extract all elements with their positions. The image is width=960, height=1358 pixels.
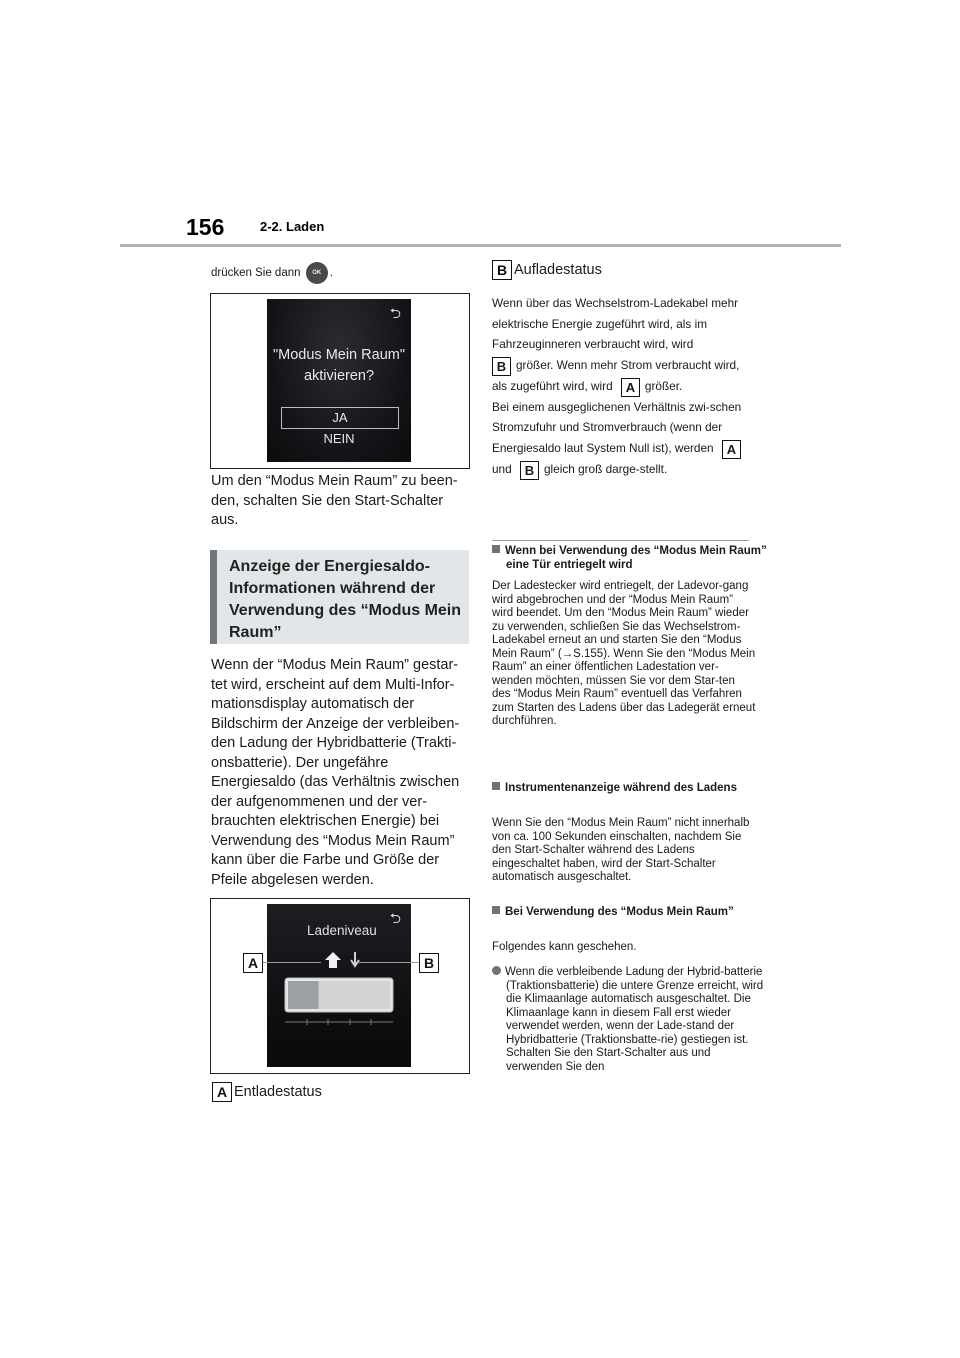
inline-label-b2: B <box>520 461 539 480</box>
paragraph-energy-balance: Wenn der “Modus Mein Raum” gestar-tet wird, erscheint auf dem Multi-Infor-mationsdisplay automatisch der Bildschirm der Anzeige der verbleiben-den Ladung der Hybridbatterie (Trakti-onsbatterie). Der ungefähre Energiesaldo (das Verhältnis zwischen der aufgenommenen und der ver-brauchten elektrischen Energie) bei Verwendung des “Modus Mein Raum” kann über die Farbe und Größe der Pfeile abgelesen werden. <box>211 657 460 888</box>
note-heading-instrument <box>492 782 768 796</box>
charge-desc-part3: größer. <box>644 378 683 393</box>
back-arrow-icon: ⮌ <box>389 910 401 926</box>
note-body-door: Der Ladestecker wird entriegelt, der Ladevor-gang wird abgebrochen und der “Modus Mein Raum” wird beendet. Um den “Modus Mein Raum” wieder zu verwenden, schließen Sie das Wechselstrom-Ladekabel erneut an und starten Sie den “Modus Mein Raum” (→S.155). Wenn Sie den “Modus Mein Raum” an einer öffentlichen Ladestation ver-wenden möchten, müssen Sie vor dem Star-ten des “Modus Mein Raum” eventuell das Verfahren zum Starten des Ladens über das Ladegerät erneut durchführen. <box>492 580 756 727</box>
display-screen <box>267 299 411 462</box>
section-title: 2-2. Laden <box>260 219 325 234</box>
charge-description <box>492 293 754 480</box>
dialog-yes-option: JA <box>281 407 399 429</box>
legend-text-a: Entladestatus <box>234 1084 322 1100</box>
header-divider <box>120 244 841 247</box>
callout-line-b <box>359 962 419 963</box>
charge-arrow-icon <box>351 952 359 966</box>
inline-label-a: A <box>621 378 640 397</box>
figure-charge-level <box>210 898 470 1074</box>
note-heading-instrument-text: Instrumentenanzeige während des Ladens <box>505 782 737 794</box>
square-bullet-icon <box>492 906 500 914</box>
charge-desc-part2: größer. Wenn mehr Strom verbraucht wird, als zugeführt wird, wird <box>492 357 740 393</box>
callout-line-a <box>263 962 321 963</box>
square-bullet-icon <box>492 545 500 553</box>
display-screen <box>267 904 411 1067</box>
dialog-no-option: NEIN <box>323 431 355 446</box>
ok-button-icon: OK <box>306 262 328 284</box>
notes-divider <box>492 540 749 541</box>
note-heading-door-text: Wenn bei Verwendung des “Modus Mein Raum” eine Tür entriegelt wird <box>505 545 767 571</box>
note-heading-door <box>492 545 768 572</box>
discharge-arrow-icon <box>325 952 341 968</box>
intro-before: drücken Sie dann <box>211 267 301 280</box>
battery-level-fill <box>288 981 319 1009</box>
legend-text-b: Aufladestatus <box>514 262 602 278</box>
inline-label-b: B <box>492 357 511 376</box>
paragraph-end-mode: Um den “Modus Mein Raum” zu been-den, schalten Sie den Start-Schalter aus. <box>211 473 458 528</box>
note-bullet-text: Wenn die verbleibende Ladung der Hybrid-batterie (Traktionsbatterie) die untere Grenze erreicht, wird die Klimaanlage automatisch ausgeschaltet. Die Klimaanlage kann in diesem Fall erst wieder verwendet werden, wenn der Lade-stand der Hybridbatterie (Traktionsbatte-rie) gestiegen ist. Schalten Sie den Start-Schalter aus und verwenden Sie den <box>505 966 764 1073</box>
dialog-question-line1: "Modus Mein Raum" <box>273 347 405 363</box>
figure-activate-dialog <box>210 293 470 469</box>
charge-desc-part1: Wenn über das Wechselstrom-Ladekabel mehr elektrische Energie zugeführt wird, als im Fahrzeuginneren verbraucht wird, wird <box>492 296 739 351</box>
inline-label-a2: A <box>722 440 741 459</box>
note-body-instrument: Wenn Sie den “Modus Mein Raum” nicht innerhalb von ca. 100 Sekunden einschalten, nachdem Sie den Start-Schalter während des Ladens eingeschaltet haben, wird der Start-Schalter automatisch ausgeschaltet. <box>492 817 750 883</box>
dialog-question <box>267 345 411 387</box>
legend-label-b: B <box>492 260 512 280</box>
callout-label-a: A <box>243 953 263 973</box>
back-arrow-icon: ⮌ <box>389 305 401 321</box>
legend-label-a: A <box>212 1082 232 1102</box>
charge-level-title: Ladeniveau <box>307 923 377 938</box>
section-heading: Anzeige der Energiesaldo-Informationen während der Verwendung des “Modus Mein Raum” <box>229 558 462 641</box>
dialog-question-line2: aktivieren? <box>303 368 375 384</box>
intro-after: . <box>329 267 333 280</box>
section-heading-box <box>210 550 469 644</box>
charge-desc-part5: gleich groß darge-stellt. <box>543 461 668 476</box>
note-body-usage: Folgendes kann geschehen. <box>492 941 637 953</box>
page-number: 156 <box>186 214 225 240</box>
square-bullet-icon <box>492 782 500 790</box>
callout-label-b: B <box>419 953 439 973</box>
intro-text <box>211 262 333 284</box>
charge-desc-part4: Bei einem ausgeglichenen Verhältnis zwi-schen Stromzufuhr und Stromverbrauch (wenn der Energiesaldo laut System Null ist), werden <box>492 399 742 455</box>
note-bullet-item <box>492 966 770 1074</box>
charge-desc-und: und <box>492 461 512 476</box>
note-heading-usage-text: Bei Verwendung des “Modus Mein Raum” <box>505 906 734 918</box>
round-bullet-icon <box>492 966 501 975</box>
charge-level-graphic <box>267 904 411 1067</box>
note-heading-usage <box>492 906 768 920</box>
